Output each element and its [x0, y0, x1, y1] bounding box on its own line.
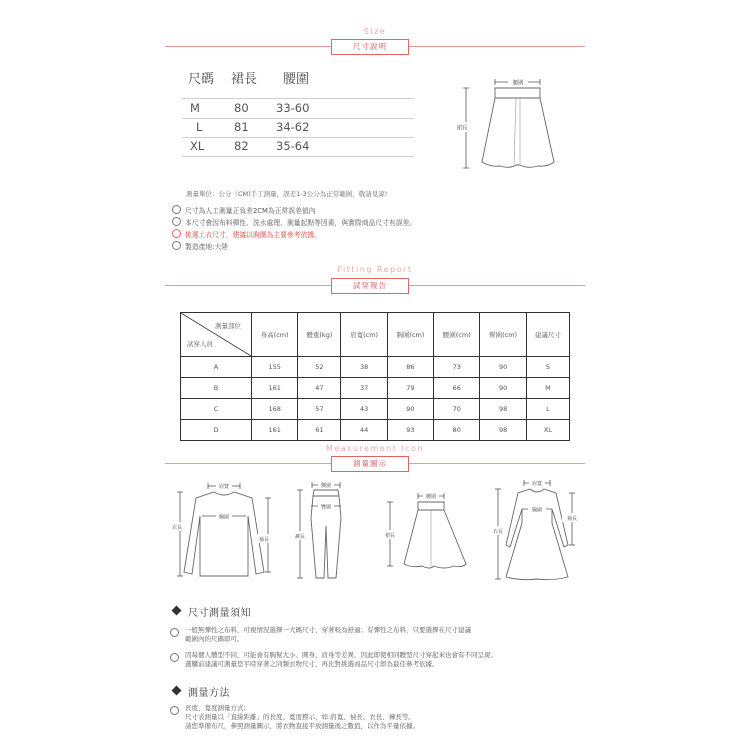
fitting-cell: 161 [252, 378, 298, 399]
size-divider [182, 137, 414, 138]
diamond-bullet-icon [172, 686, 182, 696]
method-line: 長度、寬度測量方式: [185, 704, 246, 712]
dress-length-label: 衣長 [492, 529, 504, 535]
fitting-col-header: 建議尺寸 [526, 313, 569, 357]
fitting-cell: 73 [434, 357, 480, 378]
fitting-cell: 70 [434, 399, 480, 420]
dress-sleeve-label: 袖長 [566, 516, 578, 522]
dress-diagram [488, 475, 583, 590]
fitting-cell: 57 [298, 399, 341, 420]
fitting-cell: A [181, 357, 252, 378]
size-en-title: Size [363, 27, 387, 36]
fitting-cell: 93 [387, 420, 433, 441]
skirt-length-label: 裙長 [456, 125, 468, 132]
size-header-waist: 腰圍 [283, 72, 310, 87]
table-row [181, 420, 570, 441]
skirt-icon-waist-label: 腰圍 [425, 494, 437, 500]
fitting-cell: 43 [341, 399, 387, 420]
size-cell: 82 [234, 139, 249, 153]
fitting-cell: 90 [387, 399, 433, 420]
pants-waist-label: 腰圍 [320, 483, 332, 489]
size-cell: 80 [234, 101, 249, 115]
measure-zh-title: 測量圖示 [331, 456, 409, 472]
fitting-cell: 37 [341, 378, 387, 399]
size-header-length: 裙長 [231, 72, 258, 87]
fitting-cell: 52 [298, 357, 341, 378]
skirt-icon-length-label: 裙長 [384, 533, 396, 539]
bullet-circle-icon [170, 706, 179, 715]
fitting-cell: M [526, 378, 569, 399]
fitting-zh-title: 試穿報告 [331, 278, 409, 294]
size-cell: XL [190, 139, 205, 153]
fitting-cell: D [181, 420, 252, 441]
fitting-cell: 90 [480, 357, 526, 378]
pants-diagram [288, 478, 363, 588]
shirt-chest-label: 胸圍 [218, 514, 230, 521]
pants-hip-label: 臀圍 [320, 504, 332, 511]
fitting-cell: 80 [434, 420, 480, 441]
table-row [181, 378, 570, 399]
size-bullet-text-highlight: 挑選上衣尺寸，建議以胸圍為主要參考依據。 [185, 231, 321, 239]
notice-item-2 [185, 651, 497, 669]
skirt-diagram [450, 70, 570, 180]
bullet-circle-icon [170, 653, 179, 662]
bullet-circle-icon [170, 628, 179, 637]
fitting-cell: L [526, 399, 569, 420]
size-divider [182, 118, 414, 119]
notice-title: 尺寸測量須知 [188, 608, 251, 619]
fitting-col-header: 身高(cm) [252, 313, 298, 357]
fitting-col-header: 體重(kg) [298, 313, 341, 357]
table-row [181, 357, 570, 378]
dress-shoulder-label: 肩寬 [531, 481, 543, 487]
notice-item-1 [185, 626, 471, 644]
fitting-cell: 61 [298, 420, 341, 441]
pants-length-label: 褲長 [294, 534, 306, 540]
notice-line: 選購前建議可測量您平時穿著之同類衣物尺寸，再比對挑選商品尺寸即為最佳參考依據。 [185, 660, 439, 668]
fitting-cell: 98 [480, 399, 526, 420]
fitting-cell: 79 [387, 378, 433, 399]
fitting-cell: 168 [252, 399, 298, 420]
method-line: 請您準備布尺，參照測量圖示，將衣物直接平放測量後之數值，以作為平量依據。 [185, 722, 419, 730]
fitting-cell: 98 [480, 420, 526, 441]
fitting-col-header: 臀圍(cm) [480, 313, 526, 357]
fitting-cell: 155 [252, 357, 298, 378]
fitting-cell: 86 [387, 357, 433, 378]
fitting-table [180, 312, 570, 441]
fitting-cell: XL [526, 420, 569, 441]
fitting-cell: 44 [341, 420, 387, 441]
fitting-cell: S [526, 357, 569, 378]
fitting-corner-top: 測量部位 [215, 322, 241, 330]
bullet-circle-icon [172, 229, 181, 238]
size-cell: M [190, 101, 200, 115]
unit-note: 測量單位：公分（CM)手工測量，誤差1-3公分為正常範圍，敬請見諒! [186, 190, 388, 198]
shirt-shoulder-label: 肩寬 [218, 484, 230, 490]
fitting-cell: 47 [298, 378, 341, 399]
skirt-waist-label: 腰圍 [512, 80, 524, 87]
fitting-col-header: 肩寬(cm) [341, 313, 387, 357]
bullet-circle-icon [172, 217, 181, 226]
size-cell: 35-64 [276, 139, 310, 153]
fitting-cell: B [181, 378, 252, 399]
fitting-col-header: 腰圍(cm) [434, 313, 480, 357]
size-cell: L [196, 120, 203, 134]
shirt-sleeve-label: 袖長 [258, 537, 270, 543]
bullet-circle-icon [172, 241, 181, 250]
size-header-size: 尺碼 [188, 72, 215, 87]
table-row [181, 399, 570, 420]
fitting-cell: 66 [434, 378, 480, 399]
method-title: 測量方法 [188, 688, 230, 699]
shirt-length-label: 衣長 [171, 525, 183, 531]
size-zh-title: 尺寸說明 [331, 39, 409, 55]
diagonal-line [181, 313, 251, 356]
fitting-cell: 38 [341, 357, 387, 378]
size-cell: 81 [234, 120, 249, 134]
fitting-cell: 90 [480, 378, 526, 399]
skirt-icon-diagram [378, 478, 478, 588]
measure-en-title: Measurement icon [325, 444, 425, 453]
size-divider [182, 156, 414, 157]
diamond-bullet-icon [172, 606, 182, 616]
fitting-corner-cell [181, 313, 252, 357]
fitting-cell: 161 [252, 420, 298, 441]
size-divider [182, 98, 414, 99]
notice-line: 因每個人體型不同，可能會有胸幫大小、圓身、肩身等差異，因此即使相同體型尺寸穿起來也會有不同呈現； [185, 651, 497, 659]
shirt-diagram [168, 478, 278, 588]
size-cell: 33-60 [276, 101, 310, 115]
dress-chest-label: 胸圍 [531, 507, 543, 514]
size-bullet-text: 本尺寸會因布料彈性、洗水處理、測量起點等因素，與實際商品尺寸有誤差。 [185, 219, 417, 227]
notice-line: 範圍內的尺碼即可。 [185, 635, 244, 643]
fitting-corner-bottom: 試穿人員 [187, 340, 213, 348]
method-text [185, 704, 419, 731]
notice-line: 一般無彈性之布料，可視情況選擇一大碼尺寸，穿著較為舒適；有彈性之布料，只要選擇在尺寸建議 [185, 626, 471, 634]
fitting-cell: C [181, 399, 252, 420]
size-cell: 34-62 [276, 120, 310, 134]
size-bullet-text: 製造產地:大陸 [185, 243, 229, 251]
bullet-circle-icon [172, 205, 181, 214]
fitting-en-title: Fitting Report [337, 265, 413, 274]
fitting-col-header: 胸圍(cm) [387, 313, 433, 357]
size-bullet-text: 尺寸為人工測量正負差2CM為正常誤差值內 [185, 207, 316, 215]
method-line: 尺寸表測量以「直線距離」的長度、寬度標示，如:肩寬、袖長、衣長、褲長等。 [185, 713, 415, 721]
